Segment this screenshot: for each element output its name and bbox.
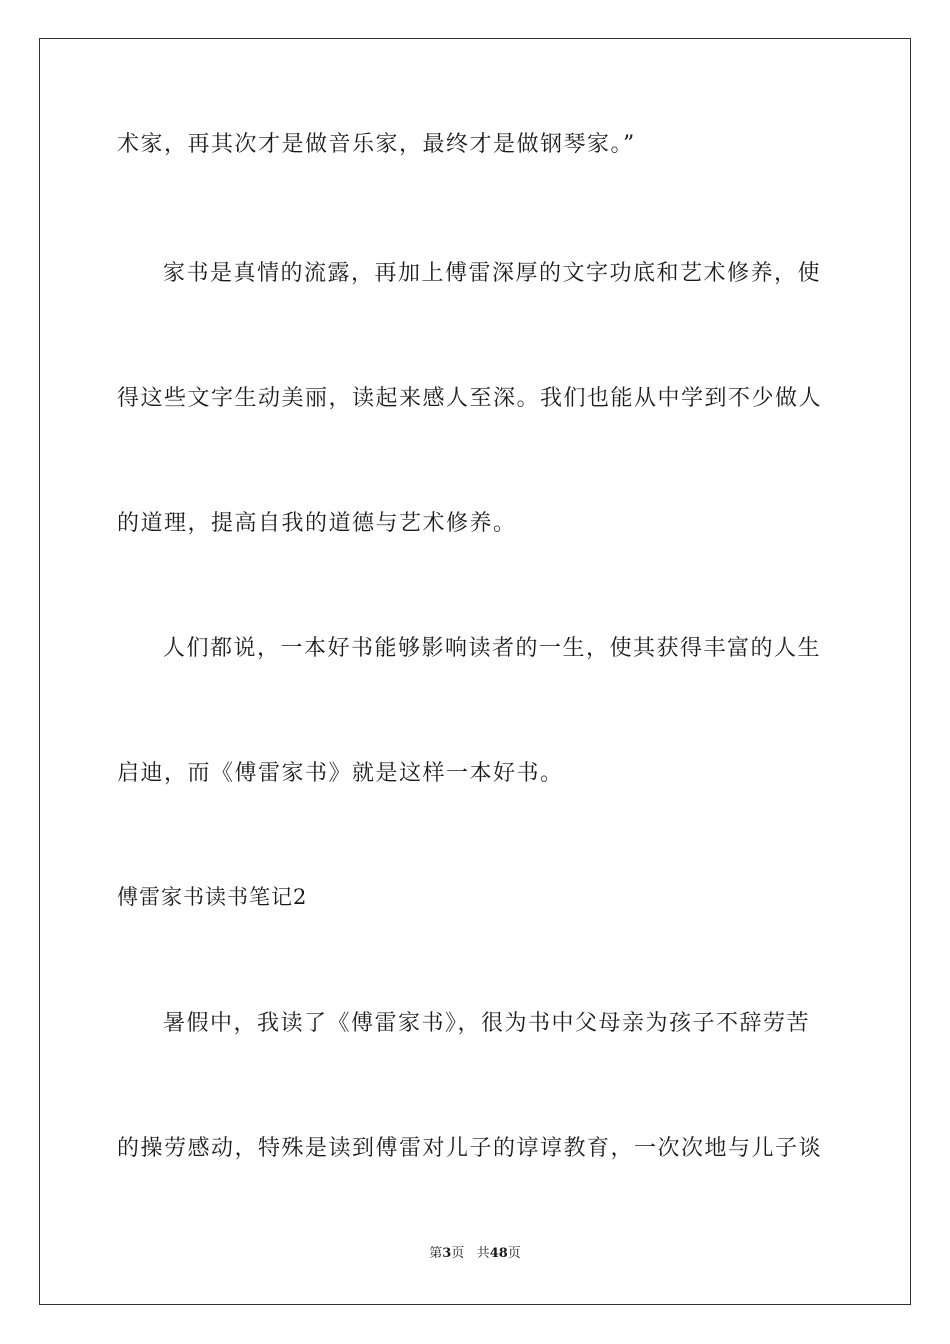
page-prefix: 第 <box>429 1246 443 1261</box>
page-border <box>39 38 911 1305</box>
total-pages: 48 <box>489 1246 508 1261</box>
section-title: 傅雷家书读书笔记2 <box>117 885 308 909</box>
body-text-line: 人们都说，一本好书能够影响读者的一生，使其获得丰富的人生 <box>163 636 822 661</box>
body-text-line: 的操劳感动，特殊是读到傅雷对儿子的谆谆教育，一次次地与儿子谈 <box>117 1136 823 1161</box>
page-number: 3 <box>442 1246 452 1261</box>
page-suffix: 页 <box>451 1246 465 1261</box>
page-footer <box>0 1245 950 1263</box>
body-text-line: 的道理，提高自我的道德与艺术修养。 <box>117 511 517 536</box>
body-text-line: 暑假中，我读了《傅雷家书》，很为书中父母亲为孩子不辞劳苦 <box>163 1011 811 1036</box>
total-suffix: 页 <box>507 1246 521 1261</box>
body-text-line: 家书是真情的流露，再加上傅雷深厚的文字功底和艺术修养，使 <box>163 261 822 286</box>
body-text-line: 术家，再其次才是做音乐家，最终才是做钢琴家。” <box>117 132 636 157</box>
body-text-line: 得这些文字生动美丽，读起来感人至深。我们也能从中学到不少做人 <box>117 386 823 411</box>
total-prefix: 共 <box>476 1246 490 1261</box>
body-text-line: 启迪，而《傅雷家书》就是这样一本好书。 <box>117 761 564 786</box>
